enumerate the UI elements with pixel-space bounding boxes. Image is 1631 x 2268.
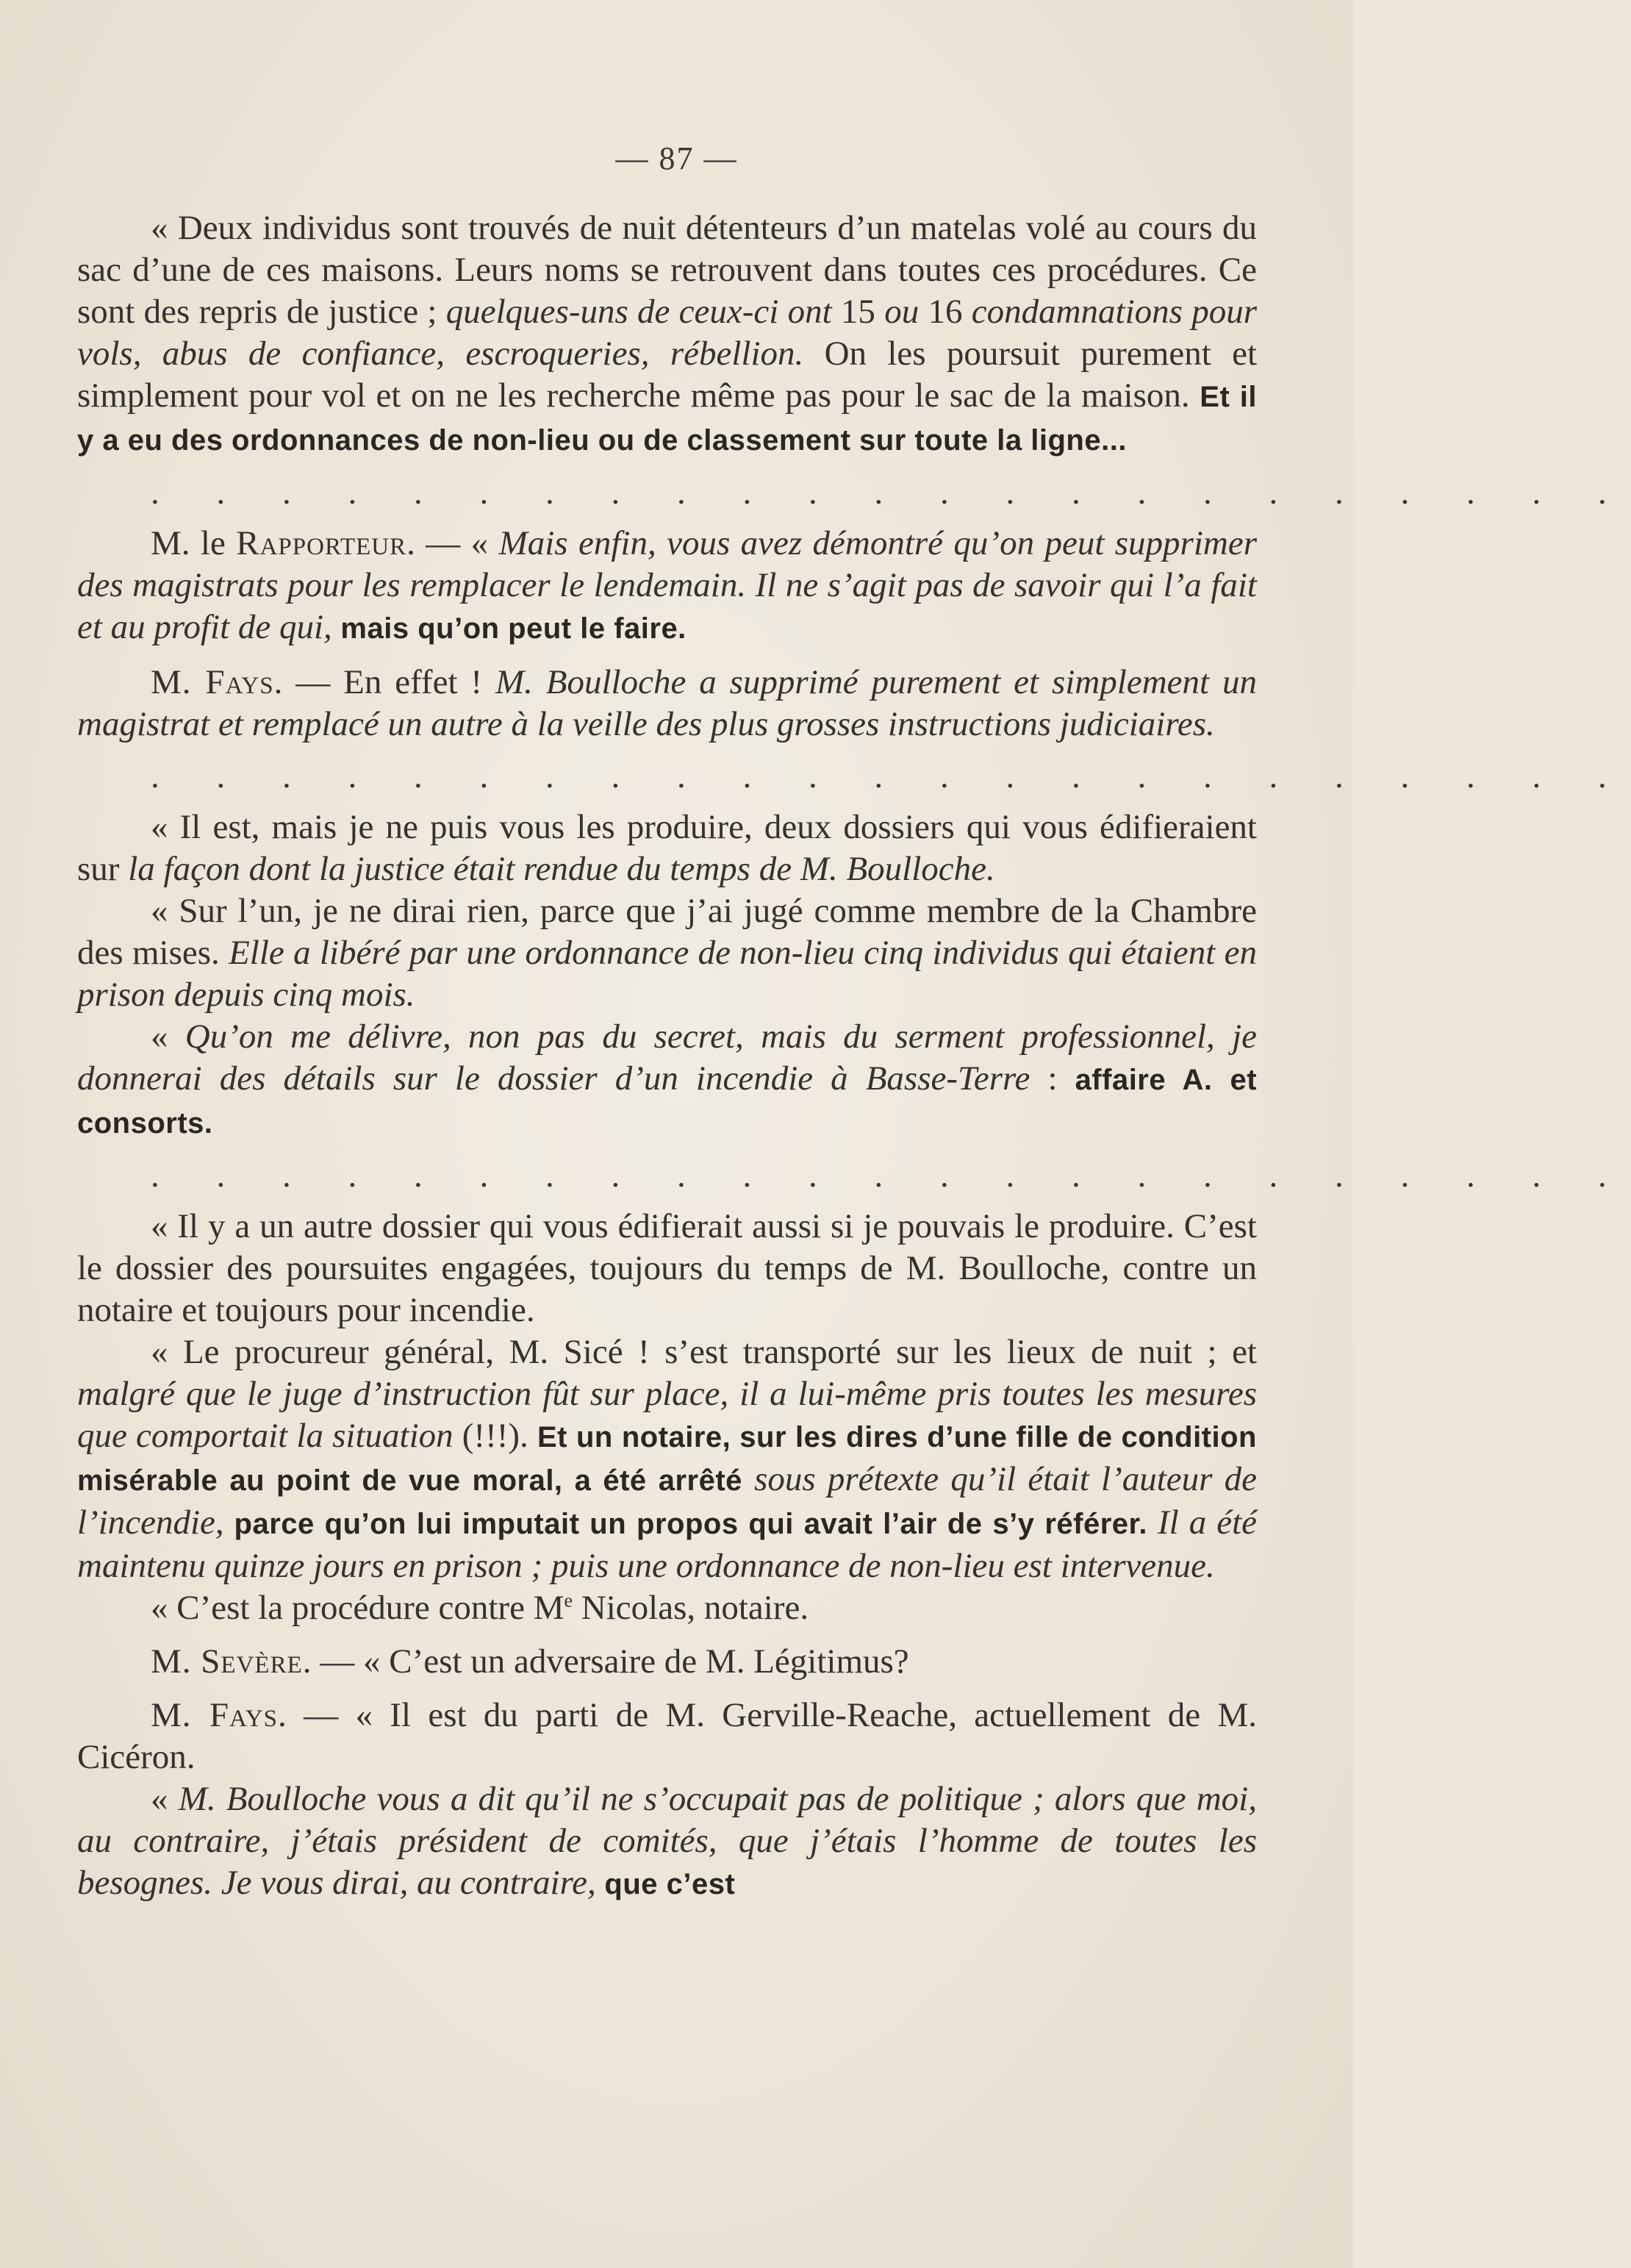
p1-text-a: « Deux individus sont trouvés de nuit détenteurs d’un matelas volé au cours du sac d’une de ces maisons. Leurs noms se retrouvent dans toutes ces procédures. Ce sont des repris de justice ; [77, 209, 1257, 331]
body-text [77, 207, 1631, 1906]
paragraph-6 [77, 1016, 1257, 1145]
p8-bold-1: Et un notaire, sur les dires d’une fille de condition misérable au point de vue moral, a été arrêté [77, 1421, 1257, 1497]
p1-text-c: 15 [831, 293, 885, 331]
p6-quote: « [151, 1017, 185, 1056]
paragraph-1 [77, 207, 1257, 462]
paragraph-2 [77, 523, 1257, 650]
paragraph-7 [77, 1206, 1257, 1331]
p1-italic-b: quelques-uns de ceux-ci ont [445, 293, 832, 331]
p7-text: « Il y a un autre dossier qui vous édifierait aussi si je pouvais le produire. C’est le dossier des poursuites engagées, toujours du temps de M. Boulloche, contre un notaire et toujours pour incendie. [77, 1207, 1257, 1329]
p1-text-e: 16 [919, 293, 972, 331]
p3-speaker: M. Fays [151, 663, 274, 701]
p11-text: . — « Il est du parti de M. Gerville-Reache, actuellement de M. Cicéron. [77, 1696, 1257, 1776]
p10-speaker: M. Sevère [151, 1642, 303, 1681]
page-number: — 87 — [615, 140, 738, 176]
paragraph-11 [77, 1695, 1257, 1778]
p1-text-g: On les poursuit purement et simplement pour vol et on ne les recherche même pas pour le sac de la maison. [77, 335, 1258, 415]
p9-superscript: e [564, 1589, 573, 1611]
p2-italic: Mais enfin, vous avez démontré qu’on peut supprimer des magistrats pour les remplacer le lendemain. Il ne s’agit pas de savoir qui l’a fait et au profit de qui, [77, 524, 1257, 646]
p6-bold: affaire A. et consorts. [77, 1064, 1258, 1140]
p1-italic-d: ou [884, 293, 920, 331]
p8-italic-2: sous prétexte qu’il était l’auteur de l’incendie, [77, 1460, 1258, 1542]
p8-text-a: « Le procureur général, M. Sicé ! s’est transporté sur les lieux de nuit ; et [151, 1333, 1257, 1371]
paragraph-10 [77, 1641, 1257, 1683]
paragraph-8 [77, 1331, 1257, 1587]
paragraph-5 [77, 890, 1257, 1016]
p8-italic-3: Il a été maintenu quinze jours en prison ; puis une ordonnance de non-lieu est intervenue. [77, 1503, 1257, 1585]
p2-bold: mais qu’on peut le faire. [331, 612, 687, 645]
p8-italic-1: malgré que le juge d’instruction fût sur place, il a lui-même pris toutes les mesures que comportait la situation [77, 1375, 1257, 1455]
p3-separator: . — En effet ! [273, 663, 495, 701]
p1-bold-h: Et il y a eu des ordonnances de non-lieu ou de classement sur toute la ligne... [77, 381, 1257, 457]
p8-text-b: (!!!). [453, 1417, 537, 1455]
p10-text: . — « C’est un adversaire de M. Légitimus? [302, 1642, 909, 1681]
p12-bold: que c’est [595, 1868, 736, 1900]
p5-italic: Elle a libéré par une ordonnance de non-lieu cinq individus qui étaient en prison depuis cinq mois. [77, 934, 1257, 1014]
p12-quote: « [151, 1780, 179, 1818]
paragraph-9 [77, 1587, 1257, 1629]
p9-text-b: Nicolas, notaire. [573, 1589, 809, 1627]
p4-italic: la façon dont la justice était rendue du temps de M. Boulloche. [128, 850, 995, 888]
ellipsis-separator-2: . . . . . . . . . . . . . . . . . . . . . . . [151, 757, 1631, 795]
p6-colon: : [1030, 1059, 1075, 1098]
p5-text: « Sur l’un, je ne dirai rien, parce que j’ai jugé comme membre de la Chambre des mises. [77, 892, 1257, 972]
paragraph-12 [77, 1778, 1257, 1906]
p1-italic-f: condamnations pour vols, abus de confiance, escroqueries, rébellion. [77, 293, 1258, 373]
p9-text-a: « C’est la procédure contre M [151, 1589, 564, 1627]
p3-italic: M. Boulloche a supprimé purement et simplement un magistrat et remplacé un autre à la veille des plus grosses instructions judiciaires. [77, 663, 1257, 743]
ellipsis-separator-3: . . . . . . . . . . . . . . . . . . . . . . . [151, 1156, 1631, 1195]
p2-speaker-prefix: M. le [151, 524, 237, 562]
paragraph-3 [77, 662, 1257, 745]
p11-speaker: M. Fays [151, 1696, 279, 1734]
paragraph-4 [77, 806, 1257, 890]
p12-italic: M. Boulloche vous a dit qu’il ne s’occupait pas de politique ; alors que moi, au contraire, j’étais président de comités, que j’étais l’homme de toutes les besognes. Je vous dirai, au contraire, [77, 1780, 1257, 1902]
p4-text: « Il est, mais je ne puis vous les produire, deux dossiers qui vous édifieraient sur [77, 808, 1257, 888]
p6-italic: Qu’on me délivre, non pas du secret, mais du serment professionnel, je donnerai des détails sur le dossier d’un incendie à Basse-Terre [77, 1017, 1257, 1098]
p8-bold-2: parce qu’on lui imputait un propos qui avait l’air de s’y référer. [223, 1508, 1147, 1540]
ellipsis-separator-1: . . . . . . . . . . . . . . . . . . . . . . . [151, 473, 1631, 512]
p2-speaker-name: Rapporteur [236, 524, 407, 562]
p2-separator: . — « [406, 524, 499, 562]
